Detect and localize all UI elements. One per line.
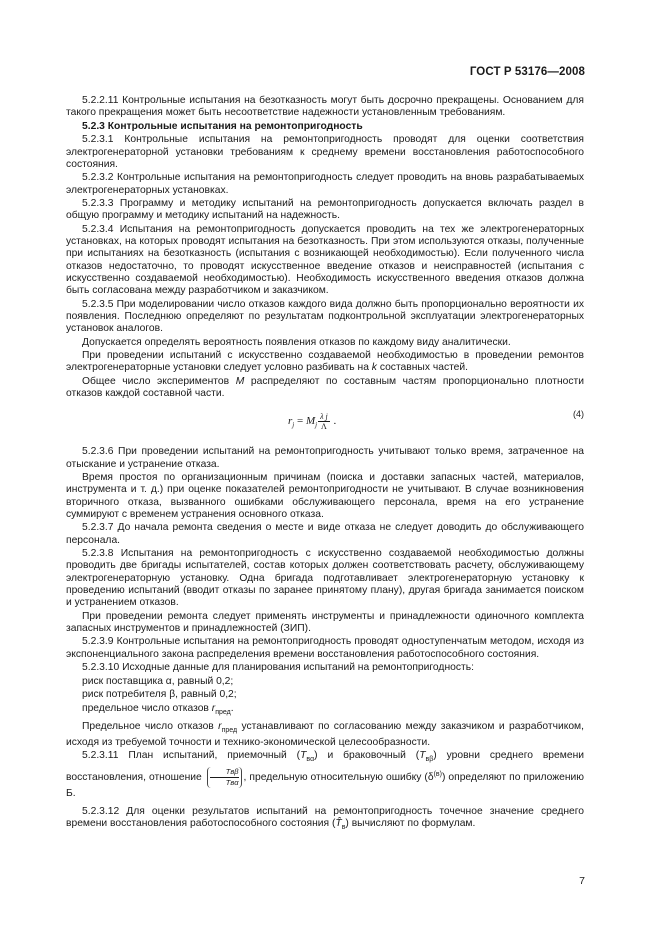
- document-body: [66, 95, 584, 836]
- paragraph-5-2-3-1: 5.2.3.1 Контрольные испытания на ремонтопригодность проводят для оценки соответствия электрогенераторной установки требованиям к среднему времени восстановления работоспособного состояния.: [66, 134, 584, 170]
- formula-4: [66, 406, 584, 440]
- paragraph-5-2-3-10: 5.2.3.10 Исходные данные для планирования испытаний на ремонтопригодность:: [82, 662, 474, 674]
- paragraph-5-2-2-11: 5.2.2.11 Контрольные испытания на безотказность могут быть досрочно прекращены. Основанием для такого прекращения может быть несоответствие надежности установленным требованиям.: [66, 95, 584, 119]
- paragraph-5-2-3-11: 5.2.3.11 План испытаний, приемочный $(T_{в\alpha})$ и браковочный $(T_{в\beta})$ уровни среднего времени восстановления, отношение Tвβ Tвα , предельную относительную ошибку $(\delta^{(в)})$ определяют по приложению Б.: [66, 750, 585, 799]
- paragraph-experiments-m: Общее число экспериментов M распределяют по составным частям пропорционально плотности отказов каждой составной части.: [66, 375, 584, 400]
- page-number: 7: [579, 875, 585, 887]
- paragraph-5-2-3-2: 5.2.3.2 Контрольные испытания на ремонтопригодность следует проводить на вновь разрабатываемых электрогенераторных установках.: [66, 172, 584, 196]
- paragraph-zip: При проведении ремонта следует применять инструменты и принадлежности одиночного комплекта запасных инструментов и принадлежностей (ЗИП).: [66, 610, 584, 634]
- paragraph-k-parts: При проведении испытаний с искусственно создаваемой необходимостью в проведении ремонтов электрогенераторные установки следует условно разбивать на k составных частей.: [66, 350, 584, 374]
- paragraph-5-2-3-12: 5.2.3.12 Для оценки результатов испытаний на ремонтопригодность точечное значение среднего времени восстановления работоспособного состояния $(T̂_в)$ вычисляют по формулам.: [66, 805, 584, 832]
- section-heading-5-2-3: 5.2.3 Контрольные испытания на ремонтопригодность: [82, 120, 363, 132]
- paragraph-5-2-3-7: 5.2.3.7 До начала ремонта сведения о месте и виде отказа не следует доводить до обслуживающего персонала.: [66, 522, 584, 546]
- standard-header: ГОСТ Р 53176—2008: [469, 66, 585, 78]
- paragraph-downtime: Время простоя по организационным причинам (поиска и доставки запасных частей, материалов, инструмента и т. д.) при оценке показателей ремонтопригодности не учитывают. В случае возникновения вторичного отказа, вызванного ошибками обслуживающего персонала, время на его устранение суммируют с временем устранения основного отказа.: [66, 472, 584, 520]
- list-failure-limit: предельное число отказов $r_{пред}$.: [82, 702, 234, 717]
- paragraph-5-2-3-4: 5.2.3.4 Испытания на ремонтопригодность допускается проводить на тех же электрогенераторных установках, на которых проводят испытания на безотказность. При этом используются отказы, полученные при испытаниях на безотказность (испытания с возникающей необходимостью). Если полученного числа отказов недостаточно, то проводят искусственное введение отказов и неисправностей (испытания с искусственно создаваемой необходимостью). Необходимость искусственного введения отказов должна быть согласована между разработчиком и заказчиком.: [66, 223, 584, 296]
- paragraph-5-2-3-8: 5.2.3.8 Испытания на ремонтопригодность с искусственно создаваемой необходимостью должны проводить две бригады испытателей, состав которых должен соответствовать расчету, обслуживающему электрогенераторную установку. Одна бригада подготавливает электрогенераторную установку к проведению испытаний (вводит отказы по заранее принятому плану), другая бригада занимается поиском и устранением отказов.: [66, 548, 584, 608]
- paragraph-5-2-3-9: 5.2.3.9 Контрольные испытания на ремонтопригодность проводят одноступенчатым методом, исходя из экспоненциального закона распределения времени восстановления работоспособного состояния.: [66, 636, 584, 660]
- time-ratio: Tвβ Tвα: [207, 767, 242, 788]
- list-consumer-risk: риск потребителя β, равный 0,2;: [82, 689, 237, 701]
- formula-number: (4): [573, 409, 584, 420]
- paragraph-analytic: Допускается определять вероятность появления отказов по каждому виду аналитически.: [82, 336, 511, 348]
- formula-fraction: $\frac{\text{λ j}}{\Lambda}$: [320, 412, 328, 432]
- paragraph-5-2-3-3: 5.2.3.3 Программу и методику испытаний на ремонтопригодность допускается включать раздел в общую программу и методику испытаний на надежность.: [66, 198, 584, 222]
- paragraph-5-2-3-6: 5.2.3.6 При проведении испытаний на ремонтопригодность учитывают только время, затраченное на отыскание и устранение отказа.: [66, 446, 584, 470]
- paragraph-5-2-3-5: 5.2.3.5 При моделировании число отказов каждого вида должно быть пропорционально вероятности их появления. Последнюю определяют по результатам подконтрольной эксплуатации электрогенераторных установок аналогов.: [66, 298, 584, 334]
- formula-expression: $r_j = M_j$ $\frac{\text{λ j}}{\Lambda}$ .: [288, 412, 337, 432]
- list-supplier-risk: риск поставщика α, равный 0,2;: [82, 675, 234, 687]
- paragraph-failure-limit: Предельное число отказов $r_{пред}$ устанавливают по согласованию между заказчиком и разработчиком, исходя из требуемой точности и технико-экономической целесообразности.: [66, 720, 584, 748]
